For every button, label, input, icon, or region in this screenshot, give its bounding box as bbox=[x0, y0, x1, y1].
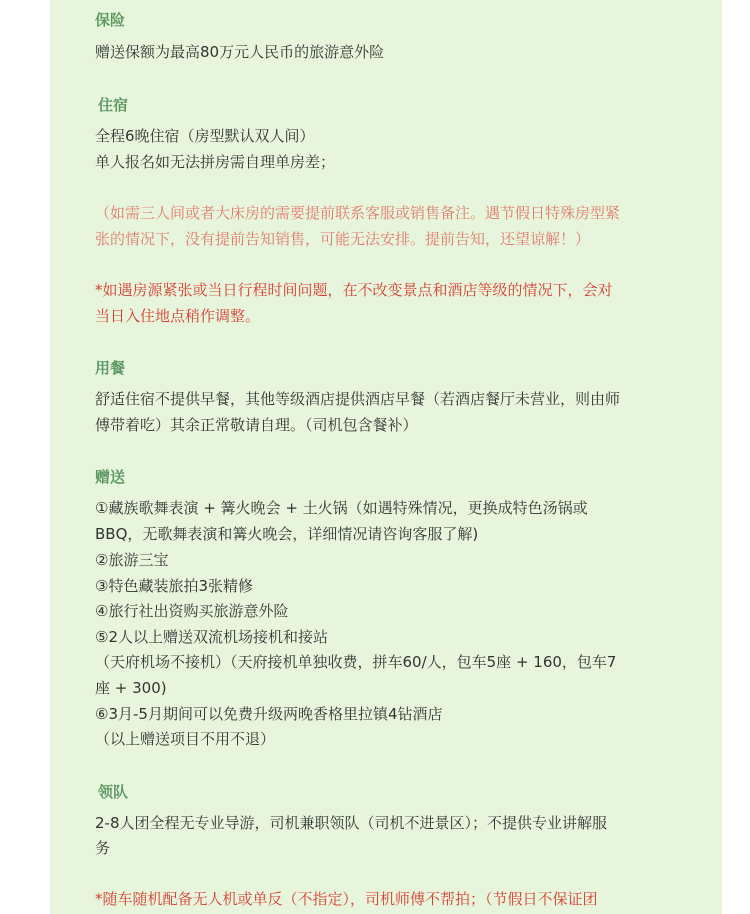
gift-line: ⑥3月-5月期间可以免费升级两晚香格里拉镇4钻酒店 bbox=[95, 705, 443, 723]
guide-line: 务 bbox=[95, 839, 111, 857]
gift-line: BBQ，无歌舞表演和篝火晚会，详细情况请咨询客服了解) bbox=[95, 525, 479, 543]
lodging-note-line: 张的情况下，没有提前告知销售，可能无法安排。提前告知，还望谅解！） bbox=[95, 230, 591, 248]
gift-line: ②旅游三宝 bbox=[95, 551, 169, 569]
lodging-line: 单人报名如无法拼房需自理单房差； bbox=[95, 153, 336, 171]
section-title-meals: 用餐 bbox=[95, 359, 126, 377]
gift-line: ③特色藏装旅拍3张精修 bbox=[95, 577, 253, 595]
insurance-line: 赠送保额为最高80万元人民币的旅游意外险 bbox=[95, 43, 385, 61]
lodging-note-line: （如需三人间或者大床房的需要提前联系客服或销售备注。遇节假日特殊房型紧 bbox=[95, 204, 621, 222]
lodging-line: 全程6晚住宿（房型默认双人间） bbox=[95, 127, 315, 145]
meals-line: 傅带着吃）其余正常敬请自理。（司机包含餐补） bbox=[95, 416, 418, 434]
meals-line: 舒适住宿不提供早餐，其他等级酒店提供酒店早餐（若酒店餐厅未营业，则由师 bbox=[95, 390, 621, 408]
section-title-lodging: 住宿 bbox=[98, 96, 129, 114]
lodging-warning-line: *如遇房源紧张或当日行程时间问题，在不改变景点和酒店等级的情况下，会对 bbox=[95, 281, 613, 299]
section-title-gifts: 赠送 bbox=[95, 468, 126, 486]
gift-line: （以上赠送项目不用不退） bbox=[95, 730, 276, 748]
guide-line: 2-8人团全程无专业导游，司机兼职领队（司机不进景区）；不提供专业讲解服 bbox=[95, 814, 608, 832]
gift-line: （天府机场不接机）（天府接机单独收费，拼车60/人，包车5座 + 160，包车7 bbox=[95, 653, 617, 671]
gift-line: ④旅行社出资购买旅游意外险 bbox=[95, 602, 289, 620]
section-title-insurance: 保险 bbox=[95, 11, 126, 29]
guide-warning-line: *随车随机配备无人机或单反（不指定），司机师傅不帮拍；（节假日不保证团 bbox=[95, 890, 598, 908]
gift-line: ①藏族歌舞表演 + 篝火晚会 + 土火锅（如遇特殊情况，更换成特色汤锅或 bbox=[95, 499, 588, 517]
lodging-warning-line: 当日入住地点稍作调整。 bbox=[95, 307, 261, 325]
section-title-guide: 领队 bbox=[98, 783, 129, 801]
gift-line: 座 + 300) bbox=[95, 679, 167, 697]
gift-line: ⑤2人以上赠送双流机场接机和接站 bbox=[95, 628, 328, 646]
